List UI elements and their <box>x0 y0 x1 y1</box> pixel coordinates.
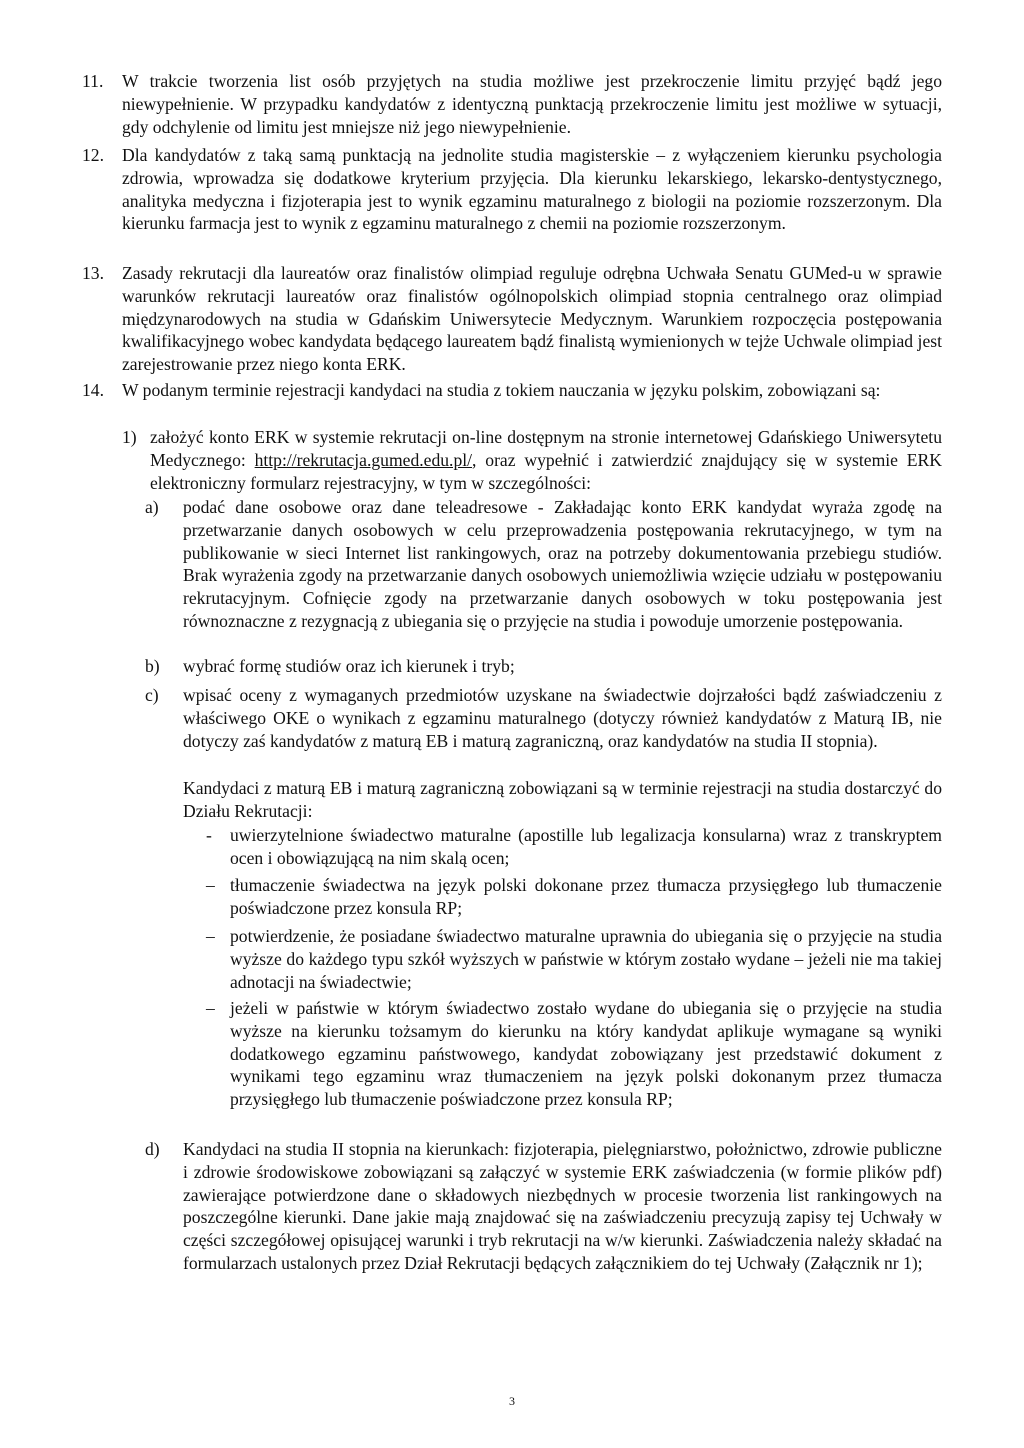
letter-number: a) <box>145 497 159 517</box>
recruitment-link[interactable]: http://rekrutacja.gumed.edu.pl/ <box>254 449 473 470</box>
item-number: 13. <box>82 263 104 283</box>
sub-item-text-before: założyć konto ERK w systemie rekrutacji on-line dostępnym na stronie internetowej Gdańskiego Uniwersytetu Medycznego: <box>150 427 942 470</box>
letter-number: c) <box>145 685 159 705</box>
list-item-12 <box>82 144 942 235</box>
item-text: Zasady rekrutacji dla laureatów oraz finalistów olimpiad reguluje odrębna Uchwała Senatu GUMed-u w sprawie warunków rekrutacji laureatów oraz finalistów ogólnopolskich olimpiad stopnia centralnego oraz olimpiad międzynarodowych na studia w Gdańskim Uniwersytecie Medycznym. Warunkiem rozpoczęcia postępowania kwalifikacyjnego wobec kandydata będącego laureatem bądź finalistą wymienionych w tejże Uchwale olimpiad jest zarejestrowanie przez niego konta ERK. <box>122 263 942 375</box>
letter-item-d <box>145 1138 942 1275</box>
sub-item-1 <box>122 426 942 494</box>
dash-text: tłumaczenie świadectwa na język polski dokonane przez tłumacza przysięgłego lub tłumaczenie poświadczone przez konsula RP; <box>230 875 942 918</box>
letter-text: Kandydaci na studia II stopnia na kierunkach: fizjoterapia, pielęgniarstwo, położnictwo, zdrowie publiczne i zdrowie środowiskowe zobowiązani są załączyć w systemie ERK zaświadczenia (w formie plików pdf) zawierające potwierdzone dane o składowych niezbędnych w procesie tworzenia list rankingowych na poszczególne kierunki. Dane jakie mają znajdować się na zaświadczeniu precyzują zapisy tej Uchwały w części szczegółowej opisującej warunki i tryb rekrutacji na w/w kierunki. Zaświadczenia należy składać na formularzach ustalonych przez Dział Rekrutacji będących załącznikiem do tej Uchwały (Załącznik nr 1); <box>183 1139 942 1273</box>
letter-text: wpisać oceny z wymaganych przedmiotów uzyskane na świadectwie dojrzałości bądź zaświadczeniu z właściwego OKE o wynikach z egzaminu maturalnego (dotyczy również kandydatów z Maturą IB, nie dotyczy zaś kandydatów z maturą EB i maturą zagraniczną, oraz kandydatów na studia II stopnia). <box>183 685 942 751</box>
list-item-13 <box>82 262 942 376</box>
dash-text: jeżeli w państwie w którym świadectwo zostało wydane do ubiegania się o przyjęcie na studia wyższe na kierunku tożsamym do kierunku na który kandydat aplikuje wymagane są wyniki dodatkowego egzaminu państwowego, kandydat zobowiązany jest przedstawić dokument z wynikami tego egzaminu wraz tłumaczeniem na język polski dokonanym przez tłumacza przysięgłego lub tłumaczenie poświadczone przez konsula RP; <box>230 998 942 1110</box>
dash-mark: – <box>206 926 215 946</box>
item-number: 14. <box>82 380 104 400</box>
dash-text: uwierzytelnione świadectwo maturalne (apostille lub legalizacja konsularna) wraz z transkryptem ocen i obowiązującą na nim skalą ocen; <box>230 825 942 868</box>
dash-item <box>206 997 942 1111</box>
dash-item <box>206 874 942 920</box>
sub-item-text-after: , oraz wypełnić i zatwierdzić znajdujący się w systemie ERK elektroniczny formularz rejestracyjny, w tym w szczególności: <box>150 449 942 493</box>
item-text: W podanym terminie rejestracji kandydaci na studia z tokiem nauczania w języku polskim, zobowiązani są: <box>122 380 881 400</box>
item-text: W trakcie tworzenia list osób przyjętych na studia możliwe jest przekroczenie limitu przyjęć bądź jego niewypełnienie. W przypadku kandydatów z identyczną punktacją przekroczenie limitu jest możliwe w sytuacji, gdy odchylenie od limitu jest mniejsze niż jego niewypełnienie. <box>122 71 942 137</box>
item-number: 11. <box>82 71 104 91</box>
list-item-14 <box>82 379 942 402</box>
sub-item-number: 1) <box>122 427 137 447</box>
letter-number: d) <box>145 1139 160 1159</box>
item-text: Dla kandydatów z taką samą punktacją na jednolite studia magisterskie – z wyłączeniem kierunku psychologia zdrowia, wprowadza się dodatkowe kryterium przyjęcia. Dla kierunku lekarskiego, lekarsko-dentystycznego, analityka medyczna i fizjoterapia jest to wynik egzaminu maturalnego z biologii na poziomie rozszerzonym. Dla kierunku farmacja jest to wynik z egzaminu maturalnego z chemii na poziomie rozszerzonym. <box>122 145 942 234</box>
letter-c-paragraph: Kandydaci z maturą EB i maturą zagraniczną zobowiązani są w terminie rejestracji na studia dostarczyć do Działu Rekrutacji: <box>183 778 942 821</box>
dash-mark: - <box>206 825 212 845</box>
letter-text: podać dane osobowe oraz dane teleadresowe - Zakładając konto ERK kandydat wyraża zgodę na przetwarzanie danych osobowych w celu przeprowadzenia postępowania rekrutacyjnego, w tym na publikowanie w sieci Internet list rankingowych, oraz na potrzeby dokumentowania przebiegu studiów. Brak wyrażenia zgody na przetwarzanie danych osobowych uniemożliwia wzięcie udziału w postępowaniu rekrutacyjnym. Cofnięcie zgody na przetwarzanie danych osobowych w toku postępowania jest równoznaczne z rezygnacją z ubiegania się o przyjęcie na studia i powoduje umorzenie postępowania. <box>183 497 942 631</box>
dash-item <box>206 824 942 870</box>
dash-text: potwierdzenie, że posiadane świadectwo maturalne uprawnia do ubiegania się o przyjęcie na studia wyższe do każdego typu szkół wyższych w państwie w którym zostało wydane – jeżeli nie ma takiej adnotacji na świadectwie; <box>230 926 942 992</box>
page-number: 3 <box>509 1394 515 1408</box>
dash-item <box>206 925 942 993</box>
letter-text: wybrać formę studiów oraz ich kierunek i tryb; <box>183 656 515 676</box>
letter-number: b) <box>145 656 160 676</box>
letter-item-a <box>145 496 942 633</box>
letter-item-c <box>145 684 942 752</box>
list-item-11 <box>82 70 942 138</box>
letter-item-b <box>145 655 942 678</box>
item-number: 12. <box>82 145 104 165</box>
dash-mark: – <box>206 998 215 1018</box>
sub-item-text <box>150 426 942 494</box>
dash-mark: – <box>206 875 215 895</box>
